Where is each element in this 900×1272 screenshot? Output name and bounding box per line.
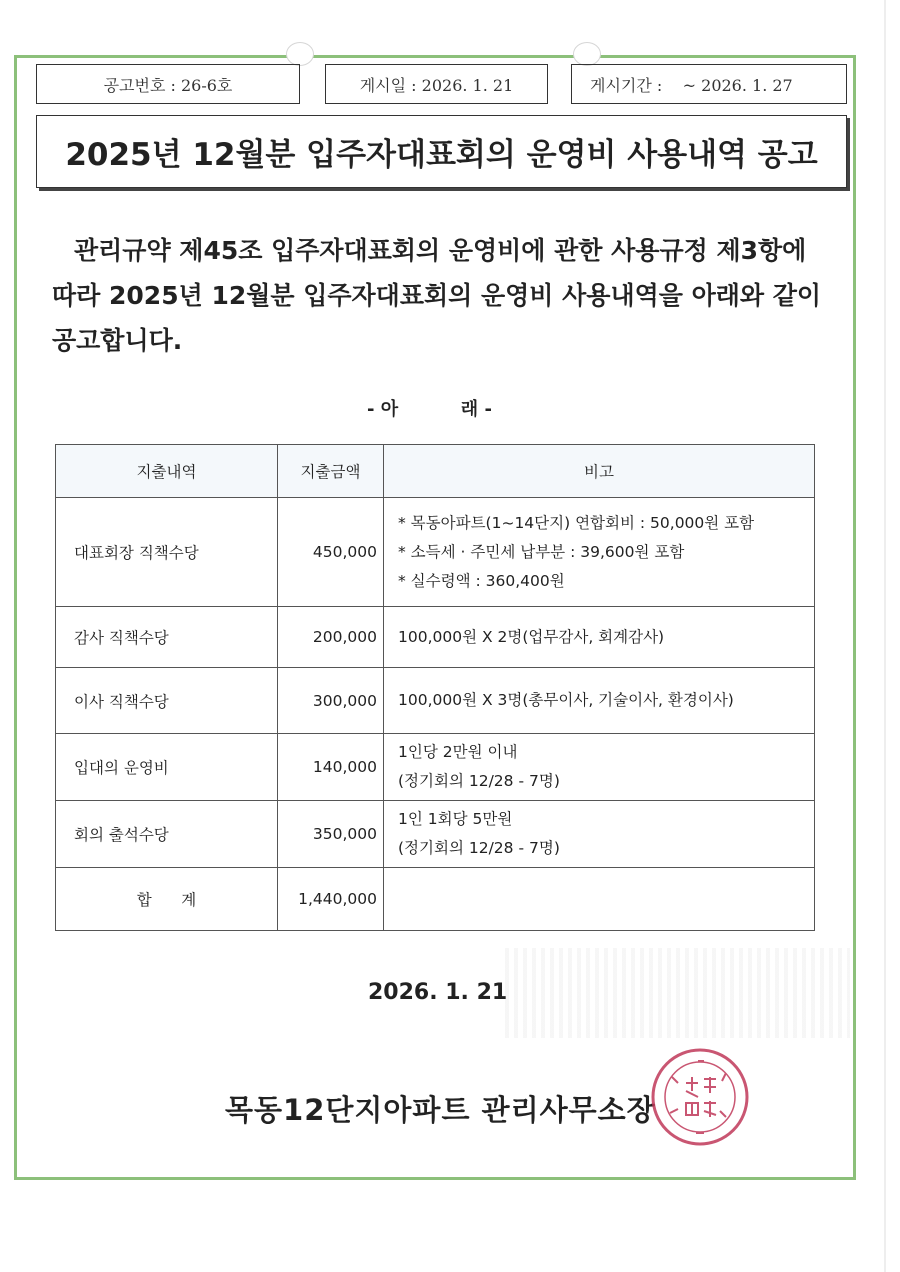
body-line: 공고합니다. <box>52 326 183 355</box>
note-line: 1인당 2만원 이내 <box>398 743 518 761</box>
table-row <box>56 668 815 734</box>
table-row <box>56 607 815 668</box>
row-item: 입대의 운영비 <box>56 734 278 801</box>
note-line: 1인 1회당 5만원 <box>398 810 513 828</box>
note-line: 100,000원 X 2명(업무감사, 회계감사) <box>398 627 665 646</box>
below-label: - 아 래 - <box>367 399 492 420</box>
official-seal-icon <box>650 1047 750 1147</box>
body-line: 관리규약 제45조 입주자대표회의 운영비에 관한 사용규정 제3항에 <box>74 236 807 265</box>
total-row <box>56 868 815 931</box>
notice-number: 공고번호 : 26-6호 <box>36 64 300 104</box>
table-row <box>56 801 815 868</box>
notice-date: 2026. 1. 21 <box>368 980 508 1005</box>
signature-line: 목동12단지아파트 관리사무소장 <box>225 1093 656 1127</box>
header-notes: 비고 <box>384 445 815 498</box>
page-title: 2025년 12월분 입주자대표회의 운영비 사용내역 공고 <box>36 115 847 188</box>
row-item: 대표회장 직책수당 <box>56 498 278 607</box>
total-notes <box>384 868 815 931</box>
body-paragraph <box>52 228 842 363</box>
row-notes <box>384 498 815 607</box>
header-amount: 지출금액 <box>278 445 384 498</box>
note-line: * 소득세 · 주민세 납부분 : 39,600원 포함 <box>398 542 685 561</box>
note-line: 100,000원 X 3명(총무이사, 기술이사, 환경이사) <box>398 691 734 709</box>
row-amount: 450,000 <box>278 498 384 607</box>
row-amount: 140,000 <box>278 734 384 801</box>
note-line: (정기회의 12/28 - 7명) <box>398 772 560 790</box>
punch-hole <box>573 42 601 66</box>
punch-hole <box>286 42 314 66</box>
table-row <box>56 498 815 607</box>
row-amount: 200,000 <box>278 607 384 668</box>
total-label: 합 계 <box>56 868 278 931</box>
row-amount: 350,000 <box>278 801 384 868</box>
row-notes <box>384 734 815 801</box>
binding-edge <box>884 0 886 1272</box>
row-amount: 300,000 <box>278 668 384 734</box>
note-line: * 목동아파트(1~14단지) 연합회비 : 50,000원 포함 <box>398 513 755 532</box>
note-line: * 실수령액 : 360,400원 <box>398 571 565 590</box>
scan-smudge <box>505 948 850 1038</box>
post-period: 게시기간 : ~ 2026. 1. 27 <box>571 64 847 104</box>
row-item: 회의 출석수당 <box>56 801 278 868</box>
header-item: 지출내역 <box>56 445 278 498</box>
post-date: 게시일 : 2026. 1. 21 <box>325 64 548 104</box>
row-notes <box>384 801 815 868</box>
table-row <box>56 734 815 801</box>
row-notes <box>384 607 815 668</box>
table-header-row <box>56 445 815 498</box>
expense-table <box>55 444 815 931</box>
row-item: 이사 직책수당 <box>56 668 278 734</box>
body-line: 따라 2025년 12월분 입주자대표회의 운영비 사용내역을 아래와 같이 <box>52 281 822 310</box>
note-line: (정기회의 12/28 - 7명) <box>398 839 560 857</box>
row-item: 감사 직책수당 <box>56 607 278 668</box>
total-amount: 1,440,000 <box>278 868 384 931</box>
row-notes <box>384 668 815 734</box>
